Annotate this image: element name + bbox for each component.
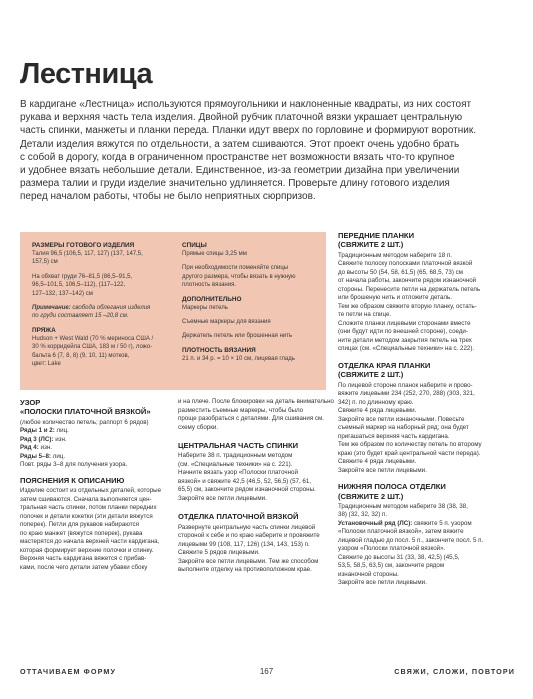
extra-heading: ДОПОЛНИТЕЛЬНО (182, 295, 242, 303)
edge-line: вяжите лицевыми 234 (252, 270, 288) (303, 321, (338, 390, 475, 398)
setup-line: Свяжите до высоты 31 (33, 38, 42,5) (45,5, (338, 553, 460, 561)
sizes-line: 157,5) см (32, 259, 58, 266)
intro-line: Детали изделия вяжутся по отдельности, а затем сшиваются. Этот проект очень удобно брать (20, 138, 460, 150)
row-text: лиц. (50, 452, 66, 460)
back-heading: ЦЕНТРАЛЬНАЯ ЧАСТЬ СПИНКИ (178, 441, 299, 450)
continued-line: схему сборки. (178, 423, 219, 431)
bottom-heading: НИЖНЯЯ ПОЛОСА ОТДЕЛКИ (338, 482, 446, 492)
edge-line: Свяжите 4 ряда лицевыми. (338, 458, 417, 466)
needles-heading: СПИЦЫ (182, 242, 207, 249)
intro-line: с собой в дорогу, когда в ограниченном пространстве нет возможности вязать что-то крупное (20, 151, 455, 163)
front-line: от начала работы, закончите рядом изнаночной (338, 277, 477, 285)
description-line: по краю манжет (вяжутся поперек), рукава (20, 529, 143, 537)
description-line: Изделие состоит из отдельных деталей, которые (20, 487, 162, 495)
description-line: тральная часть спинки, потом планки передних (20, 504, 157, 512)
gauge-heading: ПЛОТНОСТЬ ВЯЗАНИЯ (182, 346, 256, 354)
needles-line: При необходимости поменяйте спицы (182, 265, 289, 272)
back-column (178, 398, 344, 575)
front-line: Свяжите полоску полосками платочной вязкой (338, 260, 473, 268)
needles-line: другого размера, чтобы вязать в нужную (182, 273, 296, 280)
front-line: Сложите планки лицевыми сторонами вместе (338, 319, 471, 327)
description-line: мастерятся до начала верхней части кардигана, (20, 538, 160, 546)
specs-left-column (32, 242, 177, 368)
footer-left: ОТТАЧИВАЕМ ФОРМУ (20, 667, 117, 676)
edge-line: Закройте все петли изнаночными. Повесьте (338, 415, 465, 423)
setup-line: Закройте все петли лицевыми. (338, 579, 427, 587)
yarn-heading: ПРЯЖА (32, 326, 56, 334)
back-line: Наберите 38 п. традиционным методом (178, 452, 293, 460)
extra-line: Маркеры петель (182, 304, 228, 311)
pattern-row (20, 436, 182, 445)
band-line: выполните отделку на противоположном крае. (178, 566, 312, 574)
front-line: Тем же образом свяжите вторую планку, остать- (338, 302, 477, 310)
front-column (338, 231, 518, 588)
setup-label: Установочный ряд (ЛС): (338, 519, 413, 527)
intro-paragraph (20, 98, 520, 204)
gauge-line: 21 п. и 34 р. = 10 × 10 см, лицевая гладь (182, 355, 295, 362)
sizes-line: Талия 96,5 (106,5, 117, 127) (137, 147,5, (32, 251, 143, 257)
continued-line: разместить съемные маркеры, чтобы было (178, 406, 304, 414)
bottom-line: Традиционным методом наберите 38 (38, 38, (338, 502, 468, 510)
front-line: стороны. Перенесите петли на держатель петель (338, 285, 481, 293)
band-heading: ОТДЕЛКА ПЛАТОЧНОЙ ВЯЗКОЙ (178, 512, 299, 522)
pattern-heading: УЗОР (20, 398, 41, 407)
row-label: Ряд 4: (20, 444, 39, 452)
intro-line: размера талии и груди изделие значительно удлиняется. Проверьте длину готового изделия (20, 178, 450, 190)
continued-line: проще разобраться с деталями. Для сшивания см. (178, 415, 324, 422)
bottom-line: 38) (32, 32, 32) п. (338, 511, 388, 519)
front-line: до высоты 50 (54, 58, 61,5) (65, 68,5, 73) см (338, 268, 463, 276)
front-line: или брошеную нить и отложите деталь. (338, 294, 452, 302)
yarn-line: бальта 6 (7, 8, 8) (9, 10, 11) мотков, (32, 352, 130, 359)
setup-line: узором «Полоски платочной вязкой». (338, 545, 446, 553)
back-line: Закройте все петли лицевыми. (178, 494, 267, 502)
pattern-subheading: «ПОЛОСКИ ПЛАТОЧНОЙ ВЯЗКОЙ» (20, 407, 151, 417)
intro-line: рукава и верхняя часть тела изделия. Двойной рубчик платочной вязки украшает центральную (20, 112, 463, 124)
front-line: спицах (см. «Специальные техники» на с. 222). (338, 345, 475, 353)
specs-right-column (182, 242, 320, 363)
sizes-line: 96,5–101,5, 106,5–112), (117–122, (32, 282, 126, 289)
extra-line: Держатель петель или брошенная нить (182, 333, 293, 340)
front-line: те петли на спице. (338, 311, 392, 319)
sizes-line: 127–132, 137–142) см (32, 290, 93, 297)
intro-line: перед началом работы, чтобы не было неприятных сюрпризов. (20, 191, 316, 203)
sizes-heading: РАЗМЕРЫ ГОТОВОГО ИЗДЕЛИЯ (32, 242, 135, 249)
description-line: которая формирует верхние полочки и спинку. (20, 546, 154, 554)
continued-line: и на плече. После блокировки на деталь внимательно (178, 398, 334, 405)
needles-line: Прямые спицы 3,25 мм (182, 251, 247, 257)
pattern-row (20, 453, 182, 462)
intro-line: и удобнее вязать небольшие детали. Единственное, из-за геометрии дизайна при увеличении (20, 165, 460, 177)
row-text: лиц. (54, 427, 69, 435)
description-line: полочек и детали кокетки (эти детали вяжутся (20, 512, 153, 520)
setup-line: «Полоски платочной вязкой», затем вяжите (338, 528, 464, 536)
row-label: Ряды 5–8: (20, 452, 51, 460)
page-number: 167 (259, 667, 274, 676)
description-line: Верхняя часть кардигана вяжется с прибав- (20, 555, 147, 563)
description-line: ками, после чего детали затем убавки сбоку (20, 563, 148, 571)
yarn-line: 30 % корридейла США, 183 м / 50 г), ложо- (32, 344, 153, 351)
setup-line: лицевой гладью до посл. 5 п., закончите посл. 5 п. (338, 536, 484, 544)
setup-row (338, 520, 518, 529)
page-title: Лестница (20, 58, 153, 90)
specs-box (20, 232, 326, 390)
back-line: (см. «Специальные техники» на с. 221). (178, 460, 293, 468)
note-line: свобода облегания изделия (70, 305, 151, 312)
row-text: изн. (38, 444, 52, 452)
row-label: Ряды 1 и 2: (20, 427, 55, 435)
row-label: Ряд 3 (ЛС): (20, 435, 54, 443)
edge-line: 342) п. по длинному краю. (338, 398, 414, 406)
band-line: Свяжите 5 рядов лицевыми. (178, 549, 260, 557)
edge-line: краю (это будет край центральной части переда). (338, 449, 481, 457)
pattern-note: (любое количество петель; раппорт 6 рядов) (20, 418, 149, 426)
edge-line: По лицевой стороне планок наберите и прово- (338, 381, 473, 389)
description-line: поперек). Петли для рукавов набираются (20, 521, 139, 529)
back-line: вязкой» и свяжите 42,5 (46,5, 52, 56,5) (57, 61, (178, 477, 312, 485)
yarn-line: цвет: Lake (32, 361, 61, 368)
front-line: Традиционным методом наберите 18 п. (338, 251, 452, 259)
edge-line: съемный маркер на наборный ряд; она будет (338, 424, 469, 432)
note-line: по груди составляет 15 –20,8 см. (32, 313, 129, 320)
needles-line: плотность вязания. (182, 282, 236, 289)
front-subheading: (СВЯЖИТЕ 2 ШТ.) (338, 240, 404, 250)
setup-line: изнаночной стороны. (338, 570, 399, 578)
description-line: затем сшиваются. Сначала выполняется цен- (20, 495, 152, 503)
footer-right: СВЯЖИ, СЛОЖИ, ПОВТОРИ (394, 667, 515, 676)
bottom-subheading: (СВЯЖИТЕ 2 ШТ.) (338, 491, 404, 501)
yarn-line: Hudson + West Wald (70 % мериноса США / (32, 335, 154, 342)
description-heading: ПОЯСНЕНИЯ К ОПИСАНИЮ (20, 475, 125, 485)
edge-line: Закройте все петли лицевыми. (338, 466, 427, 474)
back-line: 65,5) см, закончите рядом изнаночной стороны. (178, 486, 316, 494)
pattern-repeat: Повт. ряды 3–8 для получения узора. (20, 461, 128, 469)
setup-text: свяжите 5 п. узором (412, 519, 472, 527)
pattern-column (20, 398, 182, 572)
note-text (32, 304, 177, 312)
front-heading: ПЕРЕДНИЕ ПЛАНКИ (338, 231, 415, 240)
band-line: Развернуте центральную часть спинки лицевой (178, 523, 316, 531)
band-line: лицевыми 99 (108, 117, 126) (134, 143, 153) п. (178, 540, 310, 548)
note-label: Примечание: (32, 305, 71, 312)
intro-line: В кардигане «Лестница» используются прямоугольники и наклоненные квадраты, из них состоят (20, 99, 472, 110)
setup-line: 53,5, 58,5, 63,5) см, закончите рядом (338, 562, 445, 570)
edge-line: Тем же образом по количеству петель по второму (338, 441, 482, 449)
intro-line: часть спинки, манжеты и планки переда. Планки идут вверх по горловине и формируют воротник. (20, 125, 477, 137)
sizes-line: На обхват груди 76–81,5 (86,5–91,5, (32, 273, 133, 280)
edge-heading: ОТДЕЛКА КРАЯ ПЛАНКИ (338, 360, 431, 370)
band-line: стороной к себе и по краю наберите и провяжите (178, 532, 320, 540)
band-line: Закройте все петли лицевыми. Тем же способом (178, 557, 319, 565)
back-line: Начните вязать узор «Полоски платочной (178, 469, 298, 477)
extra-line: Съемные маркеры для вязания (182, 319, 271, 326)
edge-subheading: (СВЯЖИТЕ 2 ШТ.) (338, 370, 404, 380)
pattern-row (20, 427, 182, 436)
edge-line: Свяжите 4 ряда лицевыми. (338, 407, 417, 415)
front-line: (они будут идти по внешней стороне), соеди- (338, 328, 468, 336)
front-line: ните детали методом закрытия петель на трех (338, 336, 472, 344)
row-text: изн. (53, 435, 67, 443)
pattern-row (20, 444, 182, 453)
edge-line: пригашаться верхняя часть кардигана. (338, 432, 450, 440)
